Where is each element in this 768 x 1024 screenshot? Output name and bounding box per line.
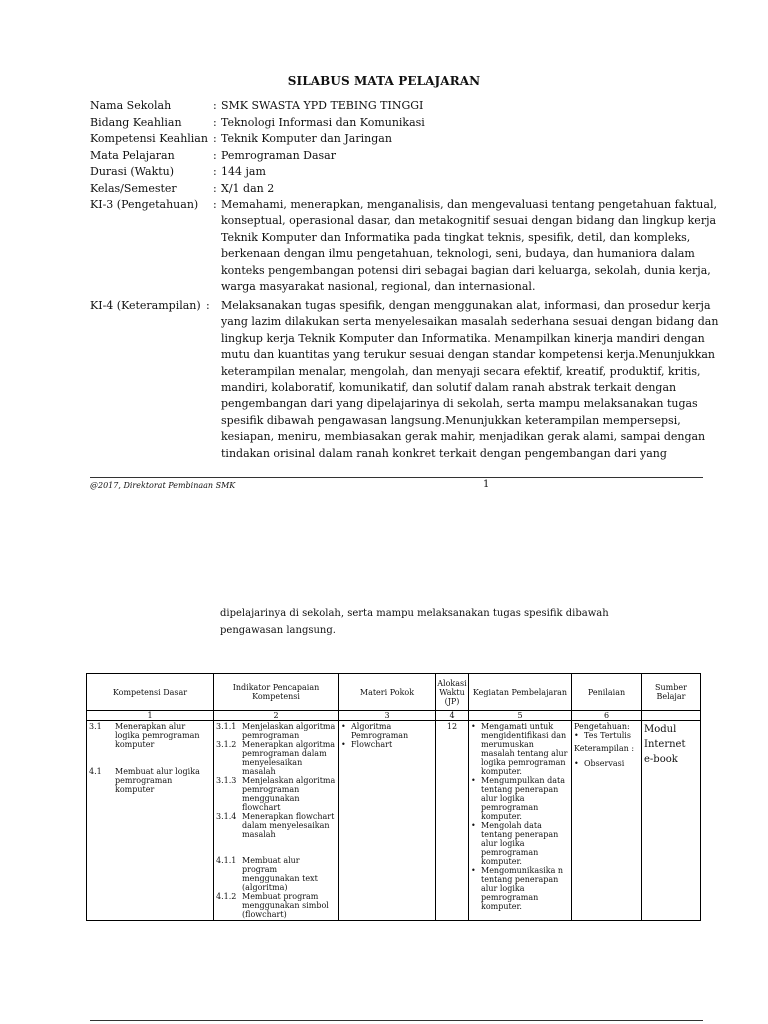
kegiatan-item: [471, 776, 569, 821]
column-number: 2: [214, 711, 339, 721]
penilaian-pengetahuan-label: Pengetahuan:: [574, 722, 630, 731]
indikator-number: 4.1.1: [216, 856, 237, 865]
penilaian-item-text: Tes Tertulis: [584, 731, 631, 740]
materi-item-text: Flowchart: [351, 740, 393, 749]
info-value: Teknik Komputer dan Jaringan: [221, 132, 392, 145]
info-row: [90, 148, 710, 165]
ki3-line: konseptual, operasional dasar, dan metakognitif sesuai dengan bidang dan lingkup kerja: [221, 214, 717, 228]
column-header: Kompetensi Dasar: [87, 674, 214, 711]
syllabus-table: [86, 673, 701, 921]
kegiatan-item-text: Mengumpulkan data tentang penerapan alur logika pemrograman komputer.: [481, 776, 565, 821]
column-number: 6: [572, 711, 642, 721]
bullet-icon: •: [574, 759, 579, 768]
page-title: SILABUS MATA PELAJARAN: [287, 74, 481, 88]
ki4-line: Melaksanakan tugas spesifik, dengan menggunakan alat, informasi, dan prosedur kerja: [221, 299, 711, 312]
bullet-icon: •: [471, 866, 476, 875]
penilaian-keterampilan-label: Keterampilan :: [574, 744, 635, 753]
info-colon: :: [213, 132, 217, 145]
column-number: 3: [339, 711, 436, 721]
ki4-text: [221, 298, 768, 462]
kegiatan-item: [471, 821, 569, 866]
indikator-cell: [214, 721, 339, 921]
ki3-line: berkenaan dengan ilmu pengetahuan, teknologi, seni, budaya, dan humaniora dalam: [221, 247, 695, 261]
ki3-colon: :: [213, 198, 217, 211]
ki4-line: tindakan orisinal dalam ranah konkret terkait dengan pengembangan dari yang: [221, 446, 667, 460]
indikator-number: 3.1.4: [216, 812, 237, 821]
footer-copyright: @2017, Direktorat Pembinaan SMK: [90, 481, 236, 490]
ki4-line: keterampilan menalar, mengolah, dan menyaji secara efektif, kreatif, produktif, kritis,: [221, 364, 701, 378]
kegiatan-item: [471, 866, 569, 911]
info-row: [90, 115, 710, 132]
ki3-line: Memahami, menerapkan, menganalisis, dan mengevaluasi tentang pengetahuan faktual,: [221, 198, 717, 211]
ki3-text: [221, 197, 768, 295]
ki4-line: spesifik dibawah pengawasan langsung.Menunjukkan keterampilan mempersepsi,: [221, 413, 681, 427]
ki3-line: warga masyarakat nasional, regional, dan internasional.: [221, 280, 536, 294]
info-colon: :: [213, 115, 217, 129]
kd-text: Menerapkan alur logika pemrograman komputer: [115, 722, 200, 749]
ki4-line: lingkup kerja Teknik Komputer dan Informatika. Menampilkan kinerja mandiri dengan: [221, 331, 705, 345]
info-value: 144 jam: [221, 165, 266, 178]
kegiatan-item-text: Mengamati untuk mengidentifikasi dan merumuskan masalah tentang alur logika pemrograman komputer.: [481, 722, 568, 776]
materi-item: [341, 722, 433, 740]
column-number: 4: [436, 711, 469, 721]
kd-number: 4.1: [89, 767, 102, 776]
indikator-item: [216, 856, 336, 892]
indikator-item: [216, 892, 336, 919]
column-header: Sumber Belajar: [642, 674, 701, 711]
indikator-item: [216, 722, 336, 740]
penilaian-item: [574, 759, 639, 768]
ki4-colon: :: [206, 299, 210, 312]
info-label: Mata Pelajaran: [90, 148, 175, 162]
ki3-line: Teknik Komputer dan Informatika pada tingkat teknis, spesifik, detil, dan kompleks,: [221, 230, 691, 244]
table-row: [87, 721, 701, 921]
alokasi-value: 12: [446, 722, 458, 731]
info-label: Kompetensi Keahlian: [90, 132, 208, 145]
info-colon: :: [213, 99, 217, 112]
kd-text: Membuat alur logika pemrograman komputer: [115, 767, 200, 794]
indikator-text: Membuat alur program menggunakan text (algoritma): [242, 856, 318, 892]
indikator-item: [216, 740, 336, 776]
alokasi-cell: [436, 721, 469, 921]
indikator-text: Membuat program menggunakan simbol (flowchart): [242, 892, 329, 919]
sumber-item: e-book: [644, 754, 678, 765]
ki4-label: KI-4 (Keterampilan): [90, 299, 201, 312]
column-header: Indikator Pencapaian Kompetensi: [214, 674, 339, 711]
column-number: 1: [87, 711, 214, 721]
info-row: [90, 164, 710, 181]
continuation-line: pengawasan langsung.: [220, 624, 336, 636]
kd-number: 3.1: [89, 722, 102, 731]
kegiatan-cell: [469, 721, 572, 921]
indikator-text: Menerapkan algoritma pemrograman dalam menyelesaikan masalah: [242, 740, 336, 776]
sumber-item: Modul: [644, 724, 677, 735]
kd-cell: [87, 721, 214, 921]
indikator-text: Menerapkan flowchart dalam menyelesaikan masalah: [242, 812, 335, 839]
indikator-item: [216, 812, 336, 839]
indikator-number: 3.1.1: [216, 722, 237, 731]
page2-bottom-divider: [90, 1020, 703, 1021]
info-row: [90, 181, 710, 198]
ki3-label: KI-3 (Pengetahuan): [90, 198, 199, 211]
column-header: Kegiatan Pembelajaran: [469, 674, 572, 711]
indikator-text: Menjelaskan algoritma pemrograman menggunakan flowchart: [242, 776, 336, 812]
ki4-line: pengembangan dari yang dipelajarinya di sekolah, serta mampu melaksanakan tugas: [221, 397, 698, 411]
bullet-icon: •: [574, 731, 579, 740]
ki4-line: kesiapan, meniru, membiasakan gerak mahir, menjadikan gerak alami, sampai dengan: [221, 430, 706, 444]
indikator-item: [216, 776, 336, 812]
continuation-line: dipelajarinya di sekolah, serta mampu melaksanakan tugas spesifik dibawah: [220, 608, 609, 619]
ki4-continuation: [220, 606, 609, 639]
penilaian-cell: [572, 721, 642, 921]
column-header: Materi Pokok: [339, 674, 436, 711]
column-number: [642, 711, 701, 721]
penilaian-item: [574, 731, 639, 740]
materi-cell: [339, 721, 436, 921]
bullet-icon: •: [471, 776, 476, 785]
materi-item: [341, 740, 433, 749]
info-row: [90, 98, 710, 115]
info-value: X/1 dan 2: [221, 181, 275, 195]
bullet-icon: •: [471, 722, 476, 731]
info-colon: :: [213, 148, 217, 162]
info-colon: :: [213, 181, 217, 195]
info-value: Pemrograman Dasar: [221, 148, 336, 162]
kd-item: [89, 767, 211, 794]
penilaian-item-text: Observasi: [584, 759, 625, 768]
info-row: [90, 131, 710, 148]
bullet-icon: •: [471, 821, 476, 830]
info-value: SMK SWASTA YPD TEBING TINGGI: [221, 99, 424, 112]
materi-item-text: Algoritma Pemrograman: [351, 722, 409, 740]
kegiatan-item: [471, 722, 569, 776]
info-label: Durasi (Waktu): [90, 165, 175, 178]
table-header-row: [87, 674, 701, 711]
column-header: Penilaian: [572, 674, 642, 711]
indikator-number: 4.1.2: [216, 892, 237, 901]
page-number: 1: [483, 479, 490, 490]
bullet-icon: •: [341, 740, 346, 749]
identity-section: [90, 98, 710, 197]
ki4-line: mandiri, kolaboratif, komunikatif, dan solutif dalam ranah abstrak terkait dengan: [221, 381, 677, 395]
sumber-item: Internet: [644, 739, 686, 750]
ki4-line: yang lazim dilakukan serta menyelesaikan masalah sederhana sesuai dengan bidang dan: [221, 315, 719, 329]
indikator-text: Menjelaskan algoritma pemrograman: [242, 722, 336, 740]
column-header: Alokasi Waktu (JP): [436, 674, 469, 711]
kegiatan-item-text: Mengomunikasika n tentang penerapan alur logika pemrograman komputer.: [481, 866, 564, 911]
info-label: Bidang Keahlian: [90, 115, 182, 129]
info-label: Kelas/Semester: [90, 181, 177, 195]
sumber-cell: [642, 721, 701, 921]
ki4-line: mutu dan kuantitas yang terukur sesuai dengan standar kompetensi kerja.Menunjukkan: [221, 348, 715, 362]
indikator-number: 3.1.3: [216, 776, 237, 785]
footer-divider: [90, 477, 703, 478]
info-colon: :: [213, 165, 217, 178]
kd-item: [89, 722, 211, 749]
indikator-number: 3.1.2: [216, 740, 237, 749]
column-number: 5: [469, 711, 572, 721]
column-number-row: [87, 711, 701, 721]
bullet-icon: •: [341, 722, 346, 731]
kegiatan-item-text: Mengolah data tentang penerapan alur logika pemrograman komputer.: [481, 821, 559, 866]
ki3-line: konteks pengembangan potensi diri sebagai bagian dari keluarga, sekolah, dunia kerja,: [221, 263, 711, 277]
info-value: Teknologi Informasi dan Komunikasi: [221, 115, 425, 129]
info-label: Nama Sekolah: [90, 99, 172, 112]
